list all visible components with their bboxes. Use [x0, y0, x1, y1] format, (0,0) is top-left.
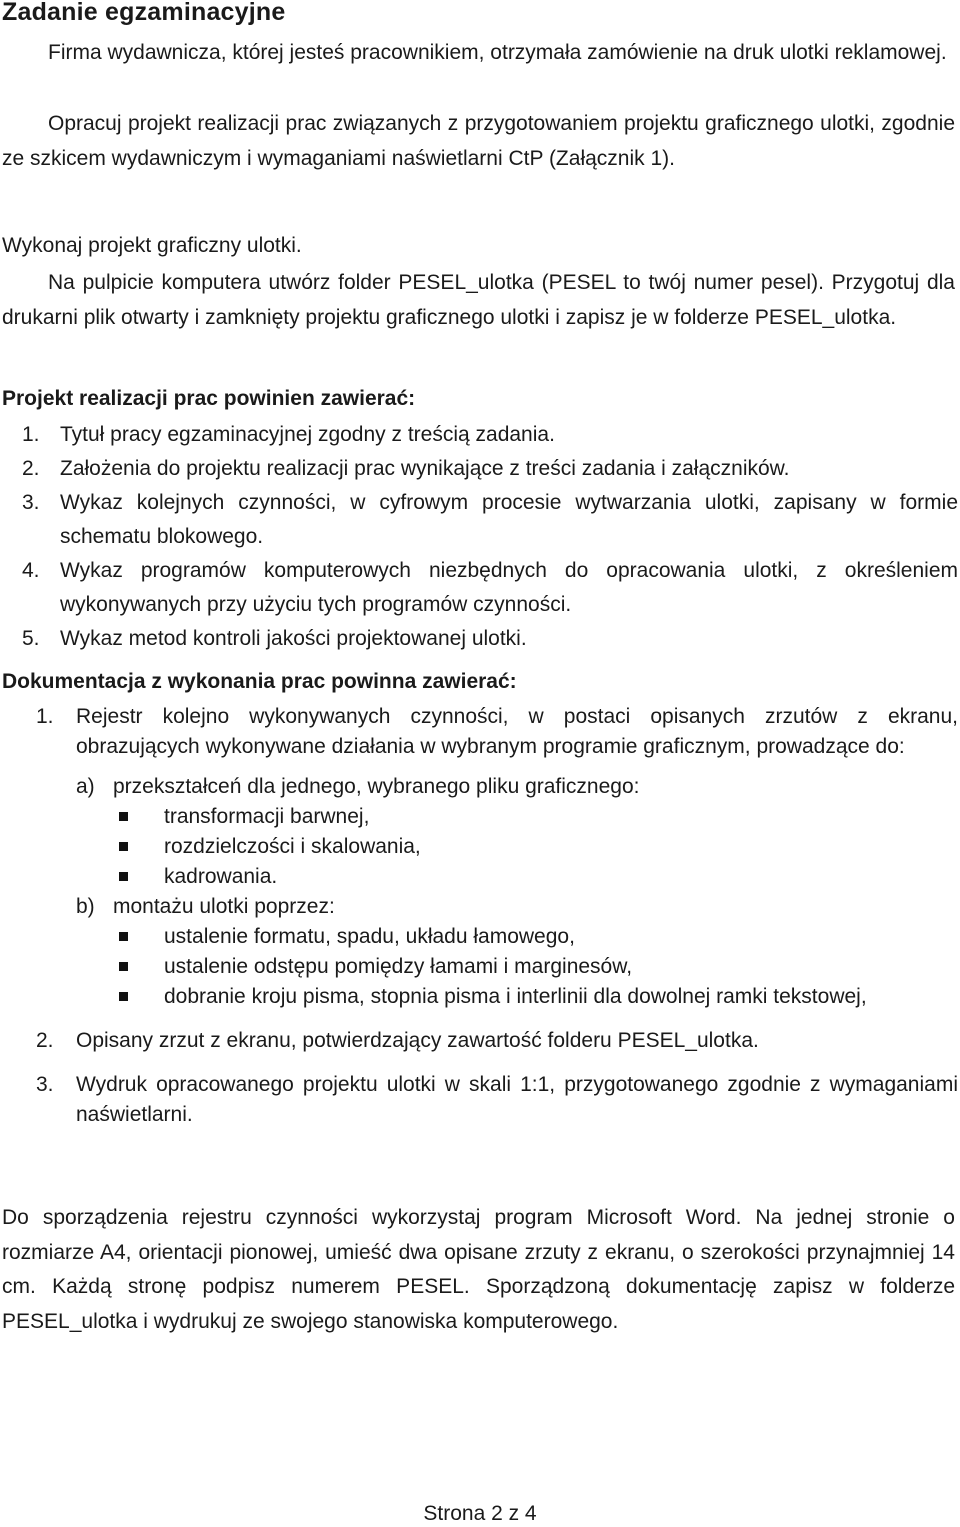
documentation-item-number: 3. [36, 1073, 54, 1096]
project-item-number: 5. [22, 627, 40, 650]
intro-paragraph-3: Wykonaj projekt graficzny ulotki. [2, 234, 302, 257]
bullet-text: rozdzielczości i skalowania, [164, 835, 421, 858]
project-item-text: Tytuł pracy egzaminacyjnej zgodny z treścią zadania. [60, 423, 555, 446]
project-item [0, 622, 958, 656]
sub-item-letter: a) [76, 775, 95, 798]
sub-item-letter: b) [76, 895, 95, 918]
square-bullet-icon [119, 932, 128, 941]
documentation-item-number: 1. [36, 705, 54, 728]
project-item-number: 1. [22, 423, 40, 446]
bullet-item [0, 952, 958, 982]
project-item-text: Wykaz kolejnych czynności, w cyfrowym procesie wytwarzania ulotki, zapisany w formie schematu blokowego. [60, 491, 958, 548]
intro-paragraph-4: Na pulpicie komputera utwórz folder PESEL_ulotka (PESEL to twój numer pesel). Przygotuj dla drukarni plik otwarty i zamknięty projektu graficznego ulotki i zapisz je w folderze PESEL_ulotka. [2, 271, 955, 329]
square-bullet-icon [119, 872, 128, 881]
project-list [0, 418, 958, 656]
project-item-text: Wykaz metod kontroli jakości projektowanej ulotki. [60, 627, 527, 650]
square-bullet-icon [119, 992, 128, 1001]
project-item-number: 2. [22, 457, 40, 480]
page-title: Zadanie egzaminacyjne [2, 0, 286, 26]
documentation-item [0, 702, 958, 762]
documentation-item [0, 1026, 958, 1056]
documentation-item-text: Opisany zrzut z ekranu, potwierdzający zawartość folderu PESEL_ulotka. [76, 1029, 759, 1052]
documentation-heading: Dokumentacja z wykonania prac powinna zawierać: [2, 670, 517, 693]
project-item-text: Założenia do projektu realizacji prac wynikające z treści zadania i załączników. [60, 457, 790, 480]
documentation-item-text: Rejestr kolejno wykonywanych czynności, w postaci opisanych zrzutów z ekranu, obrazujących wykonywane działania w wybranym programie graficznym, prowadzące do: [76, 705, 958, 758]
intro-paragraph-1: Firma wydawnicza, której jesteś pracownikiem, otrzymała zamówienie na druk ulotki reklamowej. [48, 41, 947, 64]
bullet-text: dobranie kroju pisma, stopnia pisma i interlinii dla dowolnej ramki tekstowej, [164, 985, 867, 1008]
documentation-item [0, 1070, 958, 1130]
project-item [0, 486, 958, 554]
square-bullet-icon [119, 812, 128, 821]
bullet-item [0, 862, 958, 892]
project-item [0, 554, 958, 622]
bullet-text: kadrowania. [164, 865, 278, 888]
project-item-text: Wykaz programów komputerowych niezbędnych do opracowania ulotki, z określeniem wykonywanych przy użyciu tych programów czynności. [60, 559, 958, 616]
closing-paragraph: Do sporządzenia rejestru czynności wykorzystaj program Microsoft Word. Na jednej stronie o rozmiarze A4, orientacji pionowej, umieść dwa opisane zrzuty z ekranu, o szerokości przynajmniej 14 cm. Każdą stronę podpisz numerem PESEL. Sporządzoną dokumentację zapisz w folderze PESEL_ulotka i wydrukuj ze swojego stanowiska komputerowego. [2, 1206, 955, 1333]
project-heading: Projekt realizacji prac powinien zawierać: [2, 387, 416, 410]
documentation-list [0, 702, 958, 1130]
project-item-number: 3. [22, 491, 40, 514]
bullet-item [0, 832, 958, 862]
page-number-footer: Strona 2 z 4 [423, 1502, 537, 1525]
bullet-text: transformacji barwnej, [164, 805, 370, 828]
sub-item-text: montażu ulotki poprzez: [113, 895, 335, 918]
sub-item-a [0, 772, 958, 802]
sub-item-text: przekształceń dla jednego, wybranego pliku graficznego: [113, 775, 640, 798]
square-bullet-icon [119, 842, 128, 851]
documentation-item-number: 2. [36, 1029, 54, 1052]
bullet-item [0, 802, 958, 832]
bullet-item [0, 922, 958, 952]
documentation-item-text: Wydruk opracowanego projektu ulotki w skali 1:1, przygotowanego zgodnie z wymaganiami naświetlarni. [76, 1073, 958, 1126]
intro-paragraph-2: Opracuj projekt realizacji prac związanych z przygotowaniem projektu graficznego ulotki, zgodnie ze szkicem wydawniczym i wymaganiami naświetlarni CtP (Załącznik 1). [2, 112, 955, 170]
sub-item-b [0, 892, 958, 922]
bullet-text: ustalenie odstępu pomiędzy łamami i marginesów, [164, 955, 633, 978]
project-item [0, 452, 958, 486]
project-item [0, 418, 958, 452]
project-item-number: 4. [22, 559, 40, 582]
square-bullet-icon [119, 962, 128, 971]
bullet-text: ustalenie formatu, spadu, układu łamowego, [164, 925, 575, 948]
bullet-item [0, 982, 958, 1012]
